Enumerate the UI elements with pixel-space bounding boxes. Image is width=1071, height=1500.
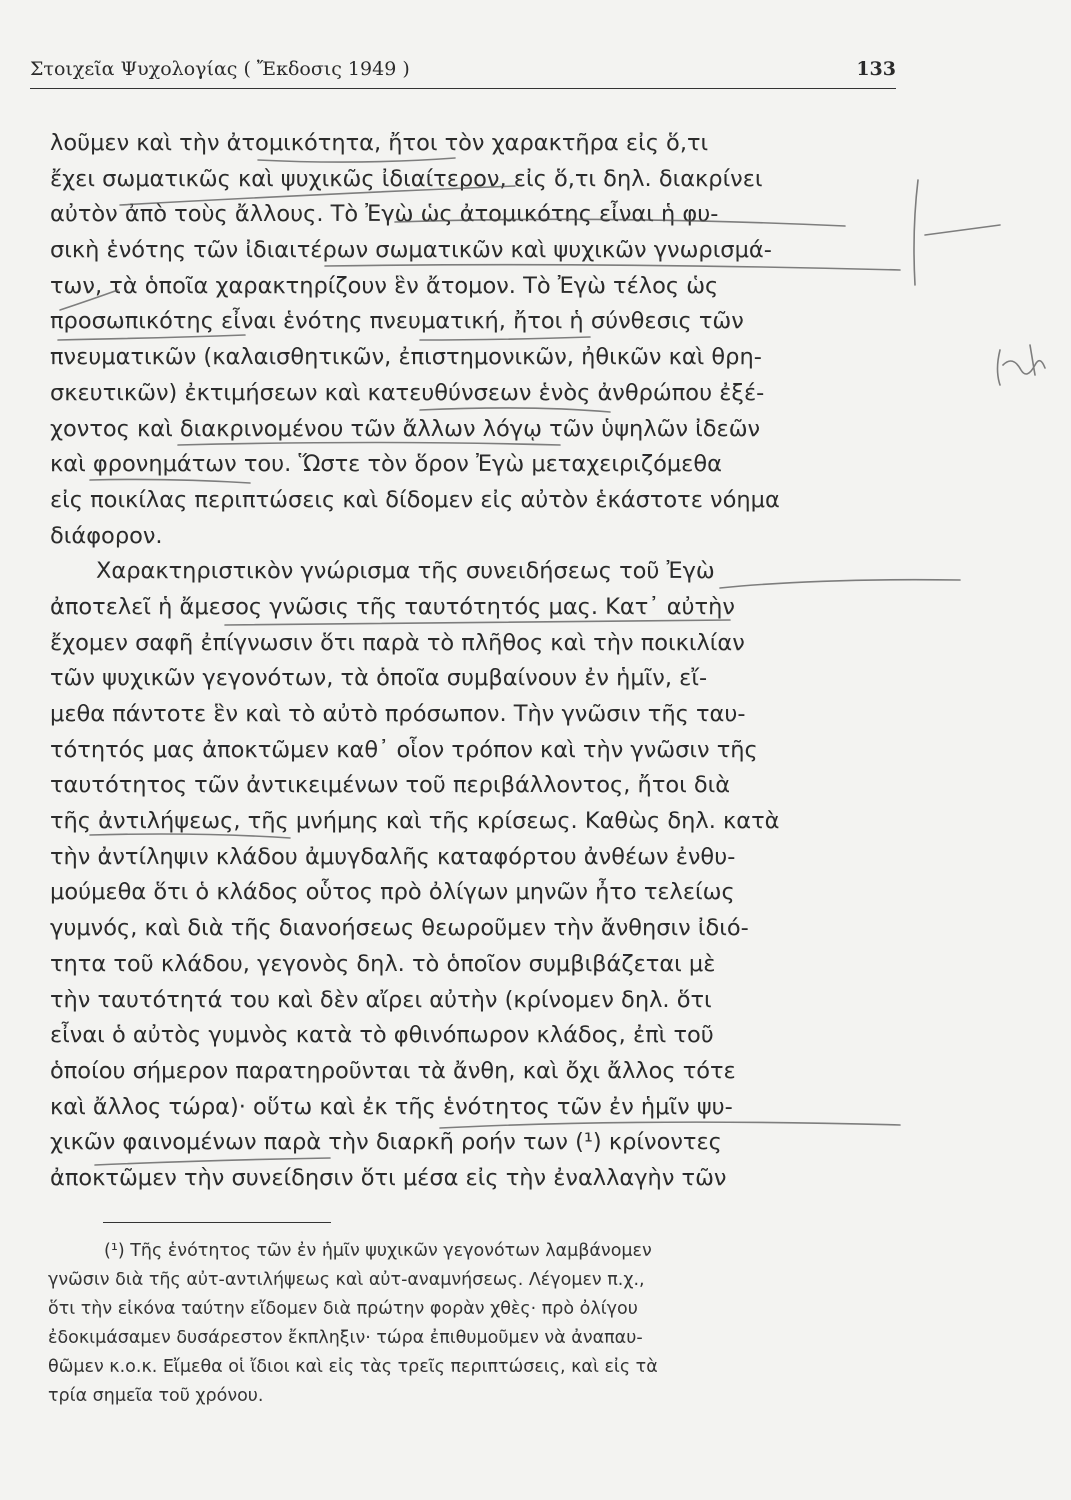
- header-title: Στοιχεῖα Ψυχολογίας ( Ἔκδοσις 1949 ): [30, 58, 410, 80]
- body-line: μούμεθα ὅτι ὁ κλάδος οὗτος πρὸ ὀλίγων μηνῶν ἦτο τελείως: [50, 879, 735, 906]
- body-line: εἶναι ὁ αὐτὸς γυμνὸς κατὰ τὸ φθινόπωρον κλάδος, ἐπὶ τοῦ: [50, 1022, 714, 1049]
- body-line: αὐτὸν ἀπὸ τοὺς ἄλλους. Τὸ Ἐγὼ ὡς ἀτομικότης εἶναι ἡ φυ-: [50, 201, 719, 228]
- body-line: καὶ ἄλλος τώρα)· οὕτω καὶ ἐκ τῆς ἑνότητος τῶν ἐν ἡμῖν ψυ-: [50, 1093, 733, 1120]
- body-text: [50, 126, 910, 1197]
- body-line: τῶν ψυχικῶν γεγονότων, τὰ ὁποῖα συμβαίνουν ἐν ἡμῖν, εἴ-: [50, 665, 708, 692]
- footnote-line: γνῶσιν διὰ τῆς αὐτ-αντιλήψεως καὶ αὐτ-αναμνήσεως. Λέγομεν π.χ.,: [48, 1270, 645, 1290]
- footnote-line: (¹) Τῆς ἑνότητος τῶν ἐν ἡμῖν ψυχικῶν γεγονότων λαμβάνομεν: [104, 1241, 652, 1261]
- body-line: Χαρακτηριστικὸν γνώρισμα τῆς συνειδήσεως τοῦ Ἐγὼ: [96, 558, 715, 585]
- body-line: χοντος καὶ διακρινομένου τῶν ἄλλων λόγῳ τῶν ὑψηλῶν ἰδεῶν: [50, 415, 761, 442]
- body-line: προσωπικότης εἶναι ἑνότης πνευματική, ἤτοι ἡ σύνθεσις τῶν: [50, 308, 744, 335]
- footnote-separator: [103, 1222, 331, 1223]
- body-line: τὴν ταυτότητά του καὶ δὲν αἴρει αὐτὴν (κρίνομεν δηλ. ὅτι: [50, 986, 712, 1013]
- footnote-line: ἐδοκιμάσαμεν δυσάρεστον ἔκπληξιν· τώρα ἐπιθυμοῦμεν νὰ ἀναπαυ-: [48, 1328, 643, 1348]
- body-line: σκευτικῶν) ἐκτιμήσεων καὶ κατευθύνσεων ἑνὸς ἀνθρώπου ἐξέ-: [50, 379, 765, 406]
- footnote-line: ὅτι τὴν εἰκόνα ταύτην εἴδομεν διὰ πρώτην φορὰν χθὲς· πρὸ ὀλίγου: [48, 1299, 638, 1319]
- body-line: των, τὰ ὁποῖα χαρακτηρίζουν ἓν ἄτομον. Τὸ Ἐγὼ τέλος ὡς: [50, 272, 719, 299]
- pencil-margin-line: [925, 225, 1000, 235]
- running-header: [30, 58, 896, 89]
- body-line: διάφορον.: [50, 522, 163, 549]
- footnote-line: θῶμεν κ.ο.κ. Εἴμεθα οἱ ἴδιοι καὶ εἰς τὰς τρεῖς περιπτώσεις, καὶ εἰς τὰ: [48, 1357, 658, 1377]
- body-line: πνευματικῶν (καλαισθητικῶν, ἐπιστημονικῶν, ἠθικῶν καὶ θρη-: [50, 344, 762, 371]
- body-line: σικὴ ἑνότης τῶν ἰδιαιτέρων σωματικῶν καὶ ψυχικῶν γνωρισμά-: [50, 237, 772, 264]
- pencil-margin-bracket: [914, 180, 918, 285]
- body-line: τότητός μας ἀποκτῶμεν καθ᾽ οἷον τρόπον καὶ τὴν γνῶσιν τῆς: [50, 736, 758, 763]
- body-line: λοῦμεν καὶ τὴν ἀτομικότητα, ἤτοι τὸν χαρακτῆρα εἰς ὅ,τι: [50, 130, 709, 156]
- pencil-margin-note: [998, 345, 1046, 385]
- body-line: ὁποίου σήμερον παρατηροῦνται τὰ ἄνθη, καὶ ὄχι ἄλλος τότε: [50, 1057, 736, 1084]
- body-line: ταυτότητος τῶν ἀντικειμένων τοῦ περιβάλλοντος, ἤτοι διὰ: [50, 772, 731, 799]
- footnote-line: τρία σημεῖα τοῦ χρόνου.: [48, 1386, 264, 1406]
- page-number: 133: [856, 58, 896, 80]
- body-line: εἰς ποικίλας περιπτώσεις καὶ δίδομεν εἰς αὐτὸν ἑκάστοτε νόημα: [50, 486, 780, 513]
- body-line: ἀποκτῶμεν τὴν συνείδησιν ὅτι μέσα εἰς τὴν ἐναλλαγὴν τῶν: [50, 1164, 727, 1191]
- body-line: ἀποτελεῖ ἡ ἄμεσος γνῶσις τῆς ταυτότητός μας. Κατ᾽ αὐτὴν: [50, 593, 735, 620]
- body-line: τὴν ἀντίληψιν κλάδου ἀμυγδαλῆς καταφόρτου ἀνθέων ἐνθυ-: [50, 843, 736, 870]
- body-line: καὶ φρονημάτων του. Ὥστε τὸν ὅρον Ἐγὼ μεταχειριζόμεθα: [50, 451, 722, 478]
- footnote: [48, 1237, 918, 1411]
- body-line: ἔχομεν σαφῆ ἐπίγνωσιν ὅτι παρὰ τὸ πλῆθος καὶ τὴν ποικιλίαν: [50, 629, 745, 656]
- body-line: χικῶν φαινομένων παρὰ τὴν διαρκῆ ροήν των (¹) κρίνοντες: [50, 1129, 722, 1156]
- body-line: γυμνός, καὶ διὰ τῆς διανοήσεως θεωροῦμεν τὴν ἄνθησιν ἰδιό-: [50, 915, 749, 942]
- body-line: τητα τοῦ κλάδου, γεγονὸς δηλ. τὸ ὁποῖον συμβιβάζεται μὲ: [50, 950, 716, 977]
- body-line: μεθα πάντοτε ἓν καὶ τὸ αὐτὸ πρόσωπον. Τὴν γνῶσιν τῆς ταυ-: [50, 701, 746, 727]
- body-line: ἔχει σωματικῶς καὶ ψυχικῶς ἰδιαίτερον, εἰς ὅ,τι δηλ. διακρίνει: [50, 165, 763, 192]
- body-line: τῆς ἀντιλήψεως, τῆς μνήμης καὶ τῆς κρίσεως. Καθὼς δηλ. κατὰ: [50, 808, 780, 835]
